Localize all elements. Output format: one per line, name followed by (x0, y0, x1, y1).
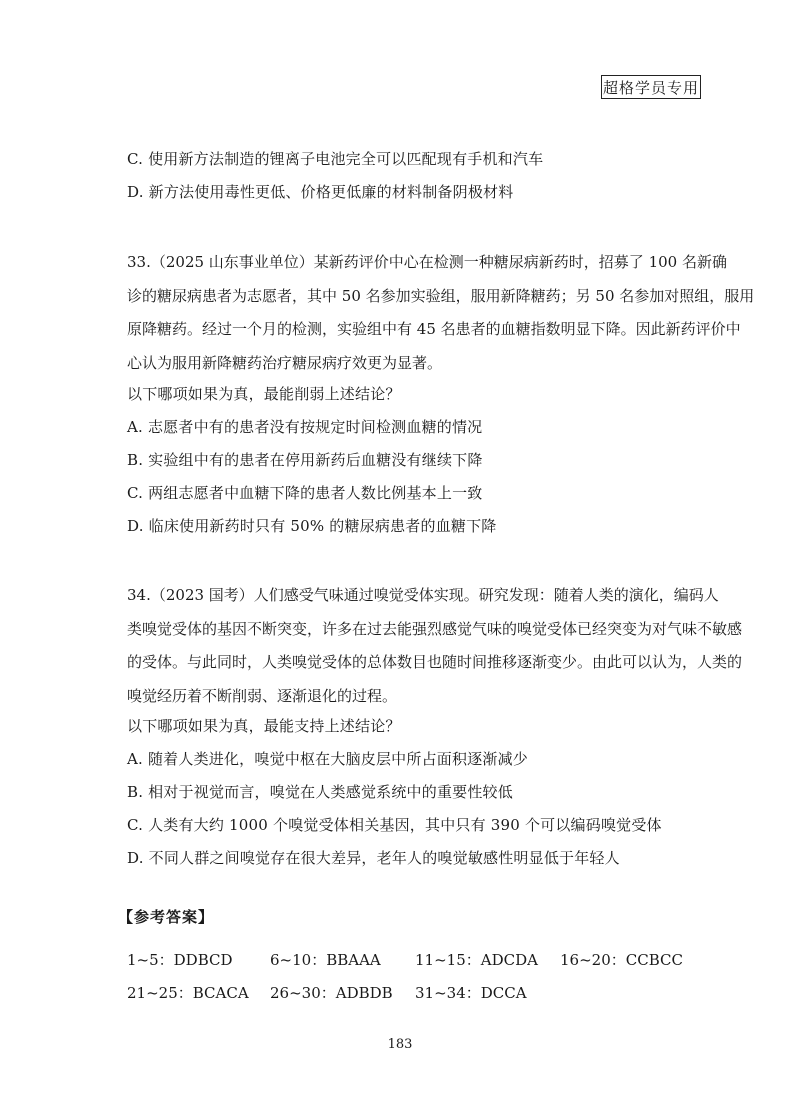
stem-line: 33.（2025 山东事业单位）某新药评价中心在检测一种糖尿病新药时，招募了 100 名新确 (127, 253, 727, 271)
stem-line: 原降糖药。经过一个月的检测，实验组中有 45 名患者的血糖指数明显下降。因此新药评价中 (127, 320, 741, 338)
question-33-option-a: A. 志愿者中有的患者没有按规定时间检测血糖的情况 (127, 418, 483, 436)
question-33-option-b: B. 实验组中有的患者在停用新药后血糖没有继续下降 (127, 451, 483, 469)
stem-line: 诊的糖尿病患者为志愿者，其中 50 名参加实验组，服用新降糖药；另 50 名参加对照组，服用 (127, 286, 755, 305)
answer-group: 26~30：ADBDB (270, 984, 393, 1002)
question-33-option-c: C. 两组志愿者中血糖下降的患者人数比例基本上一致 (127, 484, 483, 502)
answer-group: 1~5：DDBCD (127, 951, 233, 969)
question-34-option-a: A. 随着人类进化，嗅觉中枢在大脑皮层中所占面积逐渐减少 (127, 750, 528, 768)
stem-line: 的受体。与此同时，人类嗅觉受体的总体数目也随时间推移逐渐变少。由此可以认为，人类的 (127, 653, 743, 671)
answer-group: 21~25：BCACA (127, 984, 249, 1002)
answer-group: 31~34：DCCA (415, 984, 527, 1002)
page-number: 183 (387, 1037, 413, 1052)
prev-option-d: D. 新方法使用毒性更低、价格更低廉的材料制备阴极材料 (127, 183, 514, 201)
answer-group: 6~10：BBAAA (270, 951, 381, 969)
student-only-badge: 超格学员专用 (601, 75, 701, 99)
question-34-prompt: 以下哪项如果为真，最能支持上述结论？ (127, 717, 401, 735)
stem-line: 心认为服用新降糖药治疗糖尿病疗效更为显著。 (127, 353, 443, 372)
answers-title: 【参考答案】 (118, 908, 215, 926)
question-34-option-d: D. 不同人群之间嗅觉存在很大差异，老年人的嗅觉敏感性明显低于年轻人 (127, 849, 620, 867)
stem-line: 类嗅觉受体的基因不断突变，许多在过去能强烈感觉气味的嗅觉受体已经突变为对气味不敏感 (127, 619, 743, 638)
question-33-stem (127, 252, 755, 386)
question-34-stem (127, 585, 743, 719)
answer-group: 16~20：CCBCC (560, 951, 683, 969)
question-33-option-d: D. 临床使用新药时只有 50% 的糖尿病患者的血糖下降 (127, 517, 497, 535)
question-33-prompt: 以下哪项如果为真，最能削弱上述结论？ (127, 385, 401, 403)
question-34-option-c: C. 人类有大约 1000 个嗅觉受体相关基因，其中只有 390 个可以编码嗅觉受体 (127, 816, 662, 834)
stem-line: 34.（2023 国考）人们感受气味通过嗅觉受体实现。研究发现：随着人类的演化，编码人 (127, 586, 719, 604)
prev-option-c: C. 使用新方法制造的锂离子电池完全可以匹配现有手机和汽车 (127, 150, 544, 168)
answer-group: 11~15：ADCDA (415, 951, 538, 969)
question-34-option-b: B. 相对于视觉而言，嗅觉在人类感觉系统中的重要性较低 (127, 783, 513, 801)
stem-line: 嗅觉经历着不断削弱、逐渐退化的过程。 (127, 686, 398, 705)
